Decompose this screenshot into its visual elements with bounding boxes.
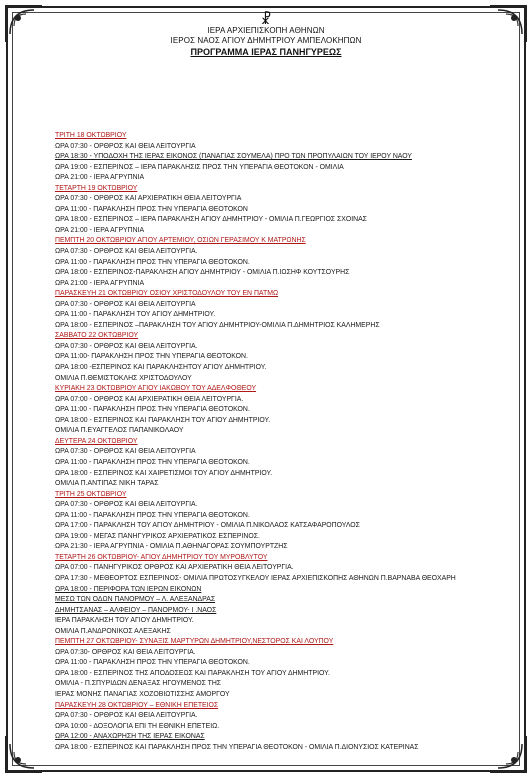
schedule-day-heading: ΤΕΤΑΡΤΗ 19 ΟΚΤΩΒΡΙΟΥ	[55, 184, 138, 192]
schedule-entry: ΩΡΑ 18:00 - ΕΣΠΕΡΙΝΟΣ ΚΑΙ ΠΑΡΑΚΛΗΣΗ ΠΡΟΣ ΤΗΝ ΥΠΕΡΑΓΙΑ ΘΕΟΤΟΚΟΝ - ΟΜΙΛΙΑ Π.ΔΙΟΝΥΣΙΟΣ ΚΑΤΕΡΙΝΑΣ	[55, 743, 419, 751]
schedule-entry: ΩΡΑ 07:30 - ΟΡΘΡΟΣ ΚΑΙ ΘΕΙΑ ΛΕΙΤΟΥΡΓΙΑ	[55, 448, 196, 456]
schedule-entry: ΩΡΑ 18:00 - ΠΕΡΙΦΟΡΑ ΤΩΝ ΙΕΡΩΝ ΕΙΚΟΝΩΝ	[55, 585, 202, 593]
schedule-entry: ΩΡΑ 11:00 - ΠΑΡΑΚΛΗΣΗ ΠΡΟΣ ΤΗΝ ΥΠΕΡΑΓΙΑ ΘΕΟΤΟΚΟΝ.	[55, 511, 250, 519]
schedule-entry: ΩΡΑ 11:00 - ΠΑΡΑΚΛΗΣΗ ΤΟΥ ΑΓΙΟΥ ΔΗΜΗΤΡΙΟΥ.	[55, 311, 216, 319]
schedule-entry: ΩΡΑ 21:00 - ΙΕΡΑ ΑΓΡΥΠΝΙΑ	[55, 226, 145, 234]
schedule-entry: ΩΡΑ 07:30 - ΟΡΘΡΟΣ ΚΑΙ ΘΕΙΑ ΛΕΙΤΟΥΡΓΙΑ.	[55, 712, 198, 720]
schedule-entry: ΩΡΑ 18:00 - ΕΣΠΕΡΙΝΟΣ –ΠΑΡΑΚΛΗΣΗ ΤΟΥ ΑΓΙΟΥ ΔΗΜΗΤΡΙΟΥ-ΟΜΙΛΙΑ Π.ΔΗΜΗΤΡΙΟΣ ΚΑΛΗΜΕΡΗΣ	[55, 321, 380, 329]
schedule-entry: ΩΡΑ 11:00 - ΠΑΡΑΚΛΗΣΗ ΠΡΟΣ ΤΗΝ ΥΠΕΡΑΓΙΑ ΘΕΟΤΟΚΟΝ.	[55, 458, 250, 466]
schedule-entry: ΟΜΙΛΙΑ Π.ΑΝΔΡΟΝΙΚΟΣ ΑΛΕΞΑΚΗΣ	[55, 627, 171, 635]
schedule-day-heading: ΠΕΜΠΤΗ 27 ΟΚΤΩΒΡΙΟΥ- ΣΥΝΑΞΙΣ ΜΑΡΤΥΡΩΝ ΔΗΜΗΤΡΙΟΥ,ΝΕΣΤΟΡΟΣ ΚΑΙ ΛΟΥΠΟΥ	[55, 638, 334, 646]
schedule-entry: ΩΡΑ 17:30 - ΜΕΘΕΟΡΤΟΣ ΕΣΠΕΡΙΝΟΣ- ΟΜΙΛΙΑ ΠΡΩΤΟΣΥΓΚΕΛΟΥ ΙΕΡΑΣ ΑΡΧΙΕΠΙΣΚΟΠΗΣ ΑΘΗΝΩΝ Π.ΒΑΡΝΑΒΑ ΘΕΟΧΑΡΗ	[55, 574, 456, 582]
church-name: ΙΕΡΟΣ ΝΑΟΣ ΑΓΙΟΥ ΔΗΜΗΤΡΙΟΥ ΑΜΠΕΛΟΚΗΠΩΝ	[170, 36, 362, 45]
schedule-list	[55, 131, 495, 753]
schedule-day-heading: ΤΡΙΤΗ 18 ΟΚΤΩΒΡΙΟΥ	[55, 132, 127, 139]
schedule-entry: ΟΜΙΛΙΑ - Π.ΣΠΥΡΙΔΩΝ ΔΕΝΑΞΑΣ ΗΓΟΥΜΕΝΟΣ ΤΗΣ	[55, 680, 222, 688]
schedule-entry: ΔΗΜΗΤΣΑΝΑΣ – ΑΛΦΕΙΟΥ – ΠΑΝΟΡΜΟΥ- Ι .ΝΑΟΣ	[55, 606, 217, 614]
schedule-day-heading: ΠΕΜΠΤΗ 20 ΟΚΤΩΒΡΙΟΥ ΑΓΙΟΥ ΑΡΤΕΜΙΟΥ, ΟΣΙΩΝ ΓΕΡΑΣΙΜΟΥ Κ ΜΑΤΡΩΝΗΣ	[55, 237, 306, 245]
schedule-entry: ΩΡΑ 19:00 - ΕΣΠΕΡΙΝΟΣ – ΙΕΡΑ ΠΑΡΑΚΛΗΣΙΣ ΠΡΟΣ ΤΗΝ ΥΠΕΡΑΓΙΑ ΘΕΟΤΟΚΟΝ - ΟΜΙΛΙΑ	[55, 163, 344, 171]
schedule-entry: ΩΡΑ 18:00 - ΕΣΠΕΡΙΝΟΣ ΚΑΙ ΠΑΡΑΚΛΗΣΗ ΤΟΥ ΑΓΙΟΥ ΔΗΜΗΤΡΙΟΥ.	[55, 416, 271, 424]
schedule-entry: ΟΜΙΛΙΑ Π.ΑΝΤΙΠΑΣ ΝΙΚΗ ΤΑΡΑΣ	[55, 480, 159, 488]
schedule-entry: ΩΡΑ 21:00 - ΙΕΡΑ ΑΓΡΥΠΝΙΑ	[55, 174, 145, 182]
schedule-entry: ΩΡΑ 11:00 - ΠΑΡΑΚΛΗΣΗ ΠΡΟΣ ΤΗΝ ΥΠΕΡΑΓΙΑ ΘΕΟΤΟΚΟΝ.	[55, 659, 250, 667]
schedule-entry: ΩΡΑ 19:00 - ΜΕΓΑΣ ΠΑΝΗΓΥΡΙΚΟΣ ΑΡΧΙΕΡΑΤΙΚΟΣ ΕΣΠΕΡΙΝΟΣ.	[55, 532, 260, 540]
schedule-day-heading: ΔΕΥΤΕΡΑ 24 ΟΚΤΩΒΡΙΟΥ	[55, 437, 138, 445]
schedule-entry: ΩΡΑ 07:30 - ΟΡΘΡΟΣ ΚΑΙ ΘΕΙΑ ΛΕΙΤΟΥΡΓΙΑ	[55, 142, 196, 150]
schedule-day-heading: ΤΕΤΑΡΤΗ 26 ΟΚΤΩΒΡΙΟΥ- ΑΓΙΟΥ ΔΗΜΗΤΡΙΟΥ ΤΟΥ ΜΥΡΟΒΛΥΤΟΥ	[55, 553, 268, 561]
schedule-entry: ΙΕΡΑ ΠΑΡΑΚΛΗΣΗ ΤΟΥ ΑΓΙΟΥ ΔΗΜΗΤΡΙΟΥ.	[55, 617, 194, 625]
schedule-day-heading: ΚΥΡΙΑΚΗ 23 ΟΚΤΩΒΡΙΟΥ ΑΓΙΟΥ ΙΑΚΩΒΟΥ ΤΟΥ ΑΔΕΛΦΟΘΕΟΥ	[55, 385, 257, 393]
schedule-entry: ΩΡΑ 11:00 - ΠΑΡΑΚΛΗΣΗ ΠΡΟΣ ΤΗΝ ΥΠΕΡΑΓΙΑ ΘΕΟΤΟΚΟΝ.	[55, 258, 250, 266]
schedule-entry: ΟΜΙΛΙΑ Π.ΘΕΜΙΣΤΟΚΛΗΣ ΧΡΙΣΤΟΔΟΥΛΟΥ	[55, 374, 192, 382]
schedule-entry: ΩΡΑ 07:00 - ΟΡΘΡΟΣ ΚΑΙ ΑΡΧΙΕΡΑΤΙΚΗ ΘΕΙΑ ΛΕΙΤΟΥΡΓΙΑ.	[55, 395, 244, 403]
schedule-day-heading: ΠΑΡΑΣΚΕΥΗ 28 ΟΚΤΩΒΡΙΟΥ – ΕΘΝΙΚΗ ΕΠΕΤΕΙΟΣ	[55, 701, 219, 709]
schedule-entry: ΩΡΑ 07:30 - ΟΡΘΡΟΣ ΚΑΙ ΘΕΙΑ ΛΕΙΤΟΥΡΓΙΑ.	[55, 248, 198, 256]
schedule-entry: ΩΡΑ 07:30- ΟΡΘΡΟΣ ΚΑΙ ΘΕΙΑ ΛΕΙΤΟΥΡΓΙΑ.	[55, 648, 196, 656]
document-header	[0, 12, 532, 58]
schedule-entry: ΩΡΑ 18:00 - ΕΣΠΕΡΙΝΟΣ ΤΗΣ ΑΠΟΔΟΣΕΩΣ ΚΑΙ ΠΑΡΑΚΛΗΣΗ ΤΟΥ ΑΓΙΟΥ ΔΗΜΗΤΡΙΟΥ.	[55, 669, 330, 677]
schedule-day-heading: ΠΑΡΑΣΚΕΥΗ 21 ΟΚΤΩΒΡΙΟΥ ΟΣΙΟΥ ΧΡΙΣΤΟΔΟΥΛΟΥ ΤΟΥ ΕΝ ΠΑΤΜΩ	[55, 290, 279, 298]
schedule-entry: ΩΡΑ 17:00 - ΠΑΡΑΚΛΗΣΗ ΤΟΥ ΑΓΙΟΥ ΔΗΜΗΤΡΙΟΥ - ΟΜΙΛΙΑ Π.ΝΙΚΟΛΑΟΣ ΚΑΤΣΑΦΑΡΟΠΟΥΛΟΣ	[55, 522, 360, 530]
schedule-entry: ΩΡΑ 18:00 - ΕΣΠΕΡΙΝΟΣ ΚΑΙ ΧΑΙΡΕΤΙΣΜΟΙ ΤΟΥ ΑΓΙΟΥ ΔΗΜΗΤΡΙΟΥ.	[55, 469, 273, 477]
schedule-entry: ΩΡΑ 21:30 - ΙΕΡΑ ΑΓΡΥΠΝΙΑ - ΟΜΙΛΙΑ Π.ΑΘΗΝΑΓΟΡΑΣ ΣΟΥΜΠΟΥΡΤΖΗΣ	[55, 543, 288, 551]
schedule-entry: ΩΡΑ 18:00 - ΕΣΠΕΡΙΝΟΣ – ΙΕΡΑ ΠΑΡΑΚΛΗΣΗ ΑΓΙΟΥ ΔΗΜΗΤΡΙΟΥ - ΟΜΙΛΙΑ Π.ΓΕΩΡΓΙΟΣ ΣΧΟΙΝΑΣ	[55, 216, 367, 224]
chi-rho-emblem-icon: ☧	[260, 11, 272, 27]
schedule-entry: ΟΜΙΛΙΑ Π.ΕΥΑΓΓΕΛΟΣ ΠΑΠΑΝΙΚΟΛΑΟΥ	[55, 427, 184, 435]
schedule-day-heading: ΤΡΙΤΗ 25 ΟΚΤΩΒΡΙΟΥ	[55, 490, 127, 498]
schedule-entry: ΩΡΑ 07:30 - ΟΡΘΡΟΣ ΚΑΙ ΘΕΙΑ ΛΕΙΤΟΥΡΓΙΑ.	[55, 501, 198, 509]
schedule-entry: ΩΡΑ 07:00 - ΠΑΝΗΓΥΡΙΚΟΣ ΟΡΘΡΟΣ ΚΑΙ ΑΡΧΙΕΡΑΤΙΚΗ ΘΕΙΑ ΛΕΙΤΟΥΡΓΙΑ.	[55, 564, 294, 572]
schedule-day-heading: ΣΑΒΒΑΤΟ 22 ΟΚΤΩΒΡΙΟΥ	[55, 332, 139, 340]
archdiocese-name: ΙΕΡΑ ΑΡΧΙΕΠΙΣΚΟΠΗ ΑΘΗΝΩΝ	[207, 26, 325, 35]
schedule-entry: ΩΡΑ 11:00 - ΠΑΡΑΚΛΗΣΗ ΠΡΟΣ ΤΗΝ ΥΠΕΡΑΓΙΑ ΘΕΟΤΟΚΟΝ	[55, 205, 248, 213]
schedule-entry: ΩΡΑ 07:30 - ΟΡΘΡΟΣ ΚΑΙ ΘΕΙΑ ΛΕΙΤΟΥΡΓΙΑ	[55, 300, 196, 308]
schedule-entry: ΩΡΑ 21:00 - ΙΕΡΑ ΑΓΡΥΠΝΙΑ	[55, 279, 145, 287]
schedule-entry: ΩΡΑ 18:30 - ΥΠΟΔΟΧΗ ΤΗΣ ΙΕΡΑΣ ΕΙΚΟΝΟΣ (ΠΑΝΑΓΙΑΣ ΣΟΥΜΕΛΑ) ΠΡΟ ΤΩΝ ΠΡΟΠΥΛΑΙΩΝ ΤΟΥ ΙΕΡΟΥ ΝΑΟΥ	[55, 153, 412, 161]
document-title: ΠΡΟΓΡΑΜΜΑ ΙΕΡΑΣ ΠΑΝΗΓΥΡΕΩΣ	[190, 47, 342, 57]
schedule-entry: ΩΡΑ 11:00 - ΠΑΡΑΚΛΗΣΗ ΠΡΟΣ ΤΗΝ ΥΠΕΡΑΓΙΑ ΘΕΟΤΟΚΟΝ.	[55, 406, 250, 414]
schedule-entry: ΩΡΑ 07:30 - ΟΡΘΡΟΣ ΚΑΙ ΑΡΧΙΕΡΑΤΙΚΗ ΘΕΙΑ ΛΕΙΤΟΥΡΓΙΑ	[55, 195, 242, 203]
schedule-entry: ΩΡΑ 18:00 - ΕΣΠΕΡΙΝΟΣ-ΠΑΡΑΚΛΗΣΗ ΑΓΙΟΥ ΔΗΜΗΤΡΙΟΥ - ΟΜΙΛΙΑ Π.ΙΩΣΗΦ ΚΟΥΤΣΟΥΡΗΣ	[55, 269, 350, 277]
schedule-entry: ΩΡΑ 12:00 - ΑΝΑΧΩΡΗΣΗ ΤΗΣ ΙΕΡΑΣ ΕΙΚΟΝΑΣ	[55, 733, 205, 741]
schedule-entry: ΩΡΑ 11:00- ΠΑΡΑΚΛΗΣΗ ΠΡΟΣ ΤΗΝ ΥΠΕΡΑΓΙΑ ΘΕΟΤΟΚΟΝ.	[55, 353, 248, 361]
corner-ornament-bottom-left	[4, 734, 44, 774]
schedule-entry: ΙΕΡΑΣ ΜΟΝΗΣ ΠΑΝΑΓΙΑΣ ΧΟΖΟΒΙΩΤΙΣΣΗΣ ΑΜΟΡΓΟΥ	[55, 690, 230, 698]
schedule-entry: ΩΡΑ 10:00 - ΔΟΞΟΛΟΓΙΑ ΕΠΙ ΤΗ ΕΘΝΙΚΗ ΕΠΕΤΕΙΩ.	[55, 722, 220, 730]
schedule-entry: ΩΡΑ 07:30 - ΟΡΘΡΟΣ ΚΑΙ ΘΕΙΑ ΛΕΙΤΟΥΡΓΙΑ.	[55, 342, 198, 350]
schedule-entry: ΩΡΑ 18:00 -ΕΣΠΕΡΙΝΟΣ ΚΑΙ ΠΑΡΑΚΛΗΣΗΤΟΥ ΑΓΙΟΥ ΔΗΜΗΤΡΙΟΥ.	[55, 364, 267, 372]
schedule-entry: ΜΕΣΩ ΤΩΝ ΟΔΩΝ ΠΑΝΟΡΜΟΥ – Λ. ΑΛΕΞΑΝΔΡΑΣ	[55, 596, 216, 604]
